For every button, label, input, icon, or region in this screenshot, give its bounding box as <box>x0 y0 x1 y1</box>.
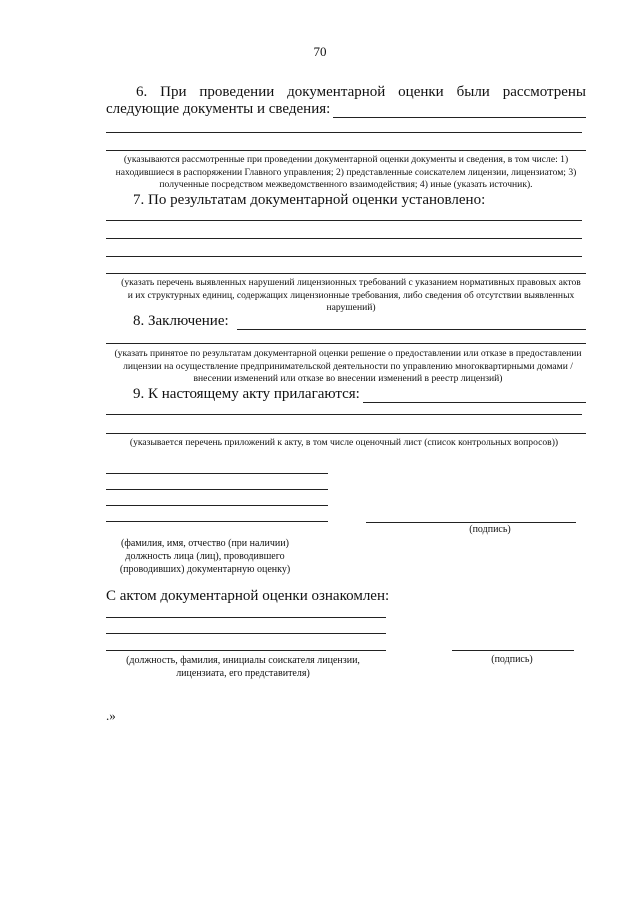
page-number: 70 <box>313 44 327 59</box>
section8-note: (указать принятое по результатам документарной оценки решение о предоставлении или отказе в предоставлении лицензии на осуществление предпринимательской деятельности по управлению многоквартирными домами / внесении изменений или отказе во внесении изменений в реестр лицензий) <box>114 348 582 384</box>
section7-heading: 7. По результатам документарной оценки установлено: <box>133 192 486 208</box>
signature-line[interactable] <box>366 522 576 523</box>
section6-line2-row <box>106 101 586 118</box>
signature-note: (подпись) <box>469 524 511 535</box>
inspector-note: (фамилия, имя, отчество (при наличии) должность лица (лиц), проводившего (проводивших) документарную оценку) <box>119 538 291 575</box>
section9-blank-line[interactable] <box>106 414 582 415</box>
section6-blank-line[interactable] <box>106 132 582 133</box>
acquainted-name-line[interactable] <box>106 617 386 618</box>
section7-note: (указать перечень выявленных нарушений лицензионных требований с указанием нормативных правовых актов и их структурных единиц, содержащих лицензионные требования, либо сведения об отсутствии выявленных нарушений) <box>121 277 581 313</box>
section8-blank-line[interactable] <box>106 343 586 344</box>
section6-fill-line[interactable] <box>333 103 586 118</box>
signature-name-line[interactable] <box>106 505 328 506</box>
acquainted-heading: С актом документарной оценки ознакомлен: <box>106 588 390 604</box>
section9-note: (указывается перечень приложений к акту, в том числе оценочный лист (список контрольных вопросов)) <box>129 437 559 448</box>
section8-fill-line[interactable] <box>237 315 586 330</box>
section6-note: (указываются рассмотренные при проведении документарной оценки документы и сведения, в том числе: 1) находившиеся в распоряжении Главного управления; 2) представленные соискателем лицензии, лицензиатом; 3) полученные посредством межведомственного взаимодействия; 4) иные (указать источник). <box>115 154 577 190</box>
section9-row <box>133 386 586 403</box>
section8-heading: 8. Заключение: <box>133 313 229 329</box>
closing-quote: .» <box>106 708 116 723</box>
acquainted-name-line[interactable] <box>106 633 386 634</box>
section7-blank-line[interactable] <box>106 238 582 239</box>
section7-blank-line[interactable] <box>106 220 582 221</box>
acquainted-signature-note: (подпись) <box>491 654 533 665</box>
section9-heading: 9. К настоящему акту прилагаются: <box>133 386 360 402</box>
section9-fill-line[interactable] <box>363 388 586 403</box>
section7-blank-line[interactable] <box>106 256 582 257</box>
section7-blank-line[interactable] <box>106 273 586 274</box>
section6-blank-line[interactable] <box>106 150 586 151</box>
signature-name-line[interactable] <box>106 521 328 522</box>
signature-name-line[interactable] <box>106 473 328 474</box>
section9-blank-line[interactable] <box>106 433 586 434</box>
acquainted-name-line[interactable] <box>106 650 386 651</box>
signature-name-line[interactable] <box>106 489 328 490</box>
acquainted-signature-line[interactable] <box>452 650 574 651</box>
section8-row <box>133 313 586 330</box>
section6-line1: 6. При проведении документарной оценки были рассмотрены <box>136 84 586 100</box>
section6-line2: следующие документы и сведения: <box>106 101 331 117</box>
acquainted-note: (должность, фамилия, инициалы соискателя лицензии, лицензиата, его представителя) <box>126 655 360 679</box>
